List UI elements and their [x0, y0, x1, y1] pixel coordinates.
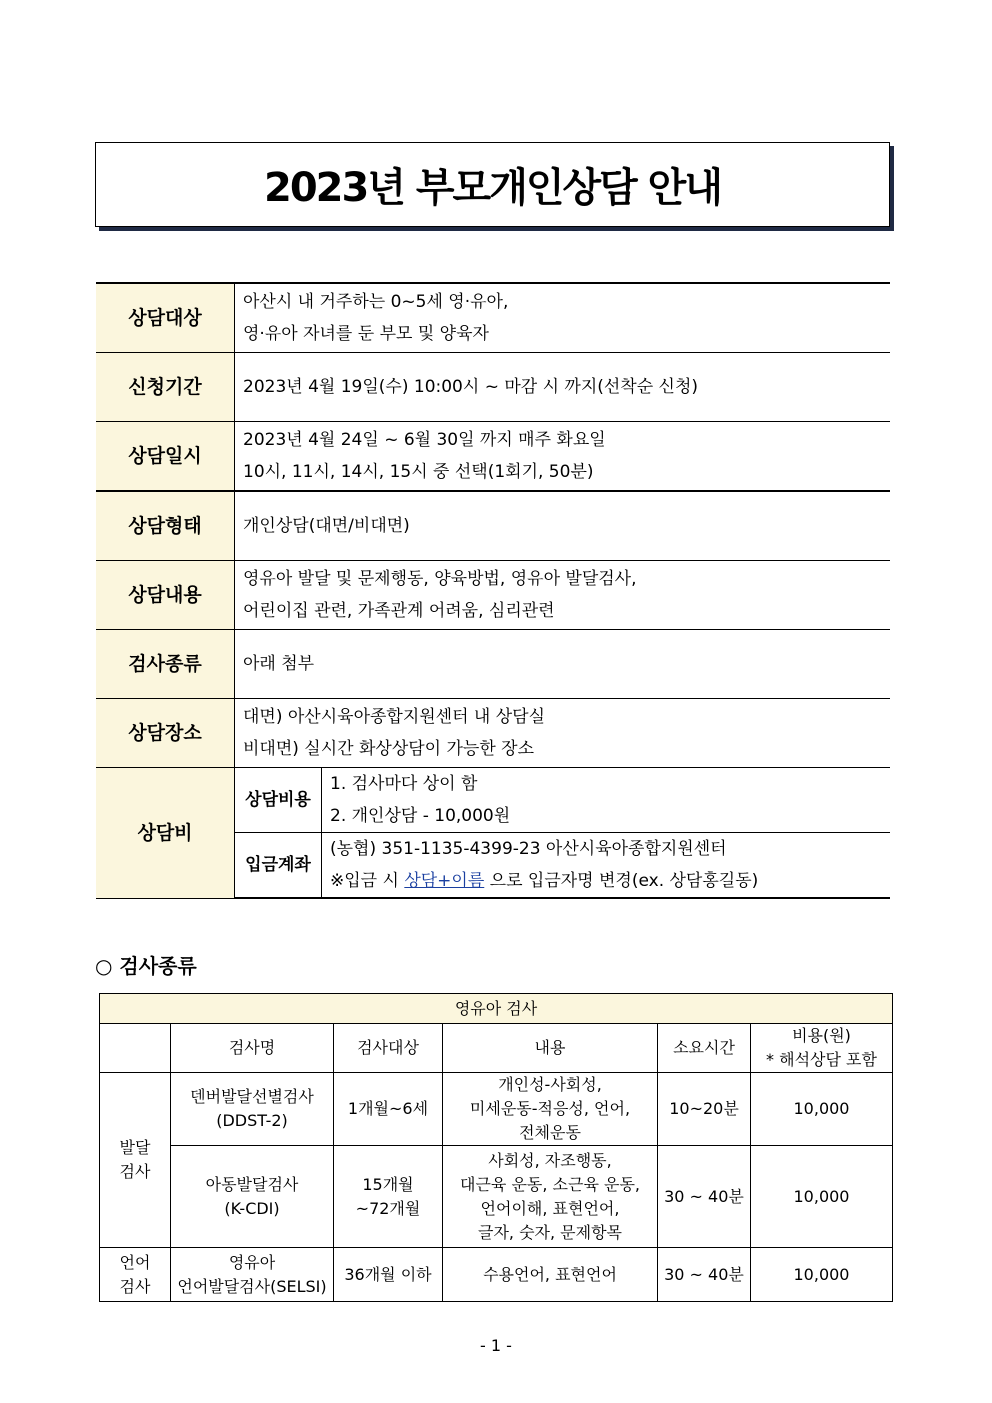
table-header: 비용(원): [792, 1026, 851, 1045]
page-title: 2023년 부모개인상담 안내: [264, 165, 721, 211]
info-value: 개인상담(대면/비대면): [235, 491, 891, 561]
info-label: 상담장소: [96, 699, 235, 768]
test-time: 30 ~ 40분: [658, 1146, 751, 1248]
test-target: 15개월: [362, 1174, 414, 1194]
tests-table: [99, 993, 893, 1302]
test-name: (DDST-2): [216, 1111, 288, 1130]
table-row: [100, 1248, 893, 1302]
account-name-link: 상담+이름: [404, 871, 485, 891]
info-value: 2023년 4월 19일(수) 10:00시 ~ 마감 시 까지(선착순 신청): [235, 353, 891, 422]
info-value: [330, 865, 890, 897]
info-label: 상담비: [96, 768, 235, 899]
info-value: 어린이집 관련, 가족관계 어려움, 심리관련: [243, 601, 555, 621]
page-number: - 1 -: [480, 1336, 512, 1355]
info-value: 비대면) 실시간 화상상담이 가능한 장소: [243, 739, 534, 759]
account-note: ※입금 시: [330, 871, 405, 891]
info-label: 상담대상: [96, 283, 235, 353]
test-content: 미세운동-적응성, 언어,: [469, 1099, 631, 1118]
test-content: 수용언어, 표현언어: [443, 1248, 658, 1302]
table-header: 소요시간: [658, 1024, 751, 1073]
test-cost: 10,000: [751, 1146, 893, 1248]
table-caption: 영유아 검사: [100, 994, 893, 1024]
test-name: 아동발달검사: [205, 1174, 299, 1194]
info-value: (농협) 351-1135-4399-23 아산시육아종합지원센터: [330, 839, 727, 859]
info-row-cost: [96, 768, 890, 833]
test-cost: 10,000: [751, 1073, 893, 1146]
title-box: [95, 142, 890, 227]
info-sublabel: 상담비용: [235, 768, 322, 833]
info-row-test: [96, 630, 890, 699]
info-label: 상담내용: [96, 561, 235, 630]
group-label: 발달: [119, 1138, 151, 1157]
info-value: 2023년 4월 24일 ~ 6월 30일 까지 매주 화요일: [243, 430, 606, 450]
account-note: 으로 입금자명 변경(ex. 상담홍길동): [484, 871, 759, 891]
info-row-date: [96, 422, 890, 492]
info-label: 상담일시: [96, 422, 235, 492]
test-content: 전체운동: [519, 1123, 581, 1142]
info-sublabel: 입금계좌: [235, 833, 322, 899]
test-name: 영유아: [228, 1252, 276, 1272]
test-name: 언어발달검사(SELSI): [177, 1276, 327, 1296]
info-row-content: [96, 561, 890, 630]
test-content: 글자, 숫자, 문제항목: [478, 1222, 622, 1242]
info-value: 대면) 아산시육아종합지원센터 내 상담실: [243, 707, 546, 727]
section-title: ○ 검사종류: [95, 954, 197, 978]
group-label: 언어: [119, 1252, 151, 1272]
info-table: [96, 282, 890, 899]
info-row-apply: [96, 353, 890, 422]
test-target: ~72개월: [355, 1198, 421, 1218]
info-value: 영·유아 자녀를 둔 부모 및 양육자: [243, 324, 489, 344]
table-header: 검사대상: [334, 1024, 443, 1073]
table-row: [100, 994, 893, 1024]
info-value: 10시, 11시, 14시, 15시 중 선택(1회기, 50분): [243, 462, 594, 482]
table-row: [100, 1024, 893, 1073]
test-name: 덴버발달선별검사: [190, 1087, 314, 1106]
info-value: 영유아 발달 및 문제행동, 양육방법, 영유아 발달검사,: [243, 569, 637, 589]
test-time: 10~20분: [658, 1073, 751, 1146]
test-content: 사회성, 자조행동,: [488, 1150, 612, 1170]
test-time: 30 ~ 40분: [658, 1248, 751, 1302]
test-content: 대근육 운동, 소근육 운동,: [460, 1174, 640, 1194]
table-header: 검사명: [171, 1024, 334, 1073]
table-row: [100, 1073, 893, 1146]
table-header: * 해석상담 포함: [766, 1050, 877, 1069]
table-header: 내용: [443, 1024, 658, 1073]
test-name: (K-CDI): [224, 1198, 280, 1218]
info-label: 신청기간: [96, 353, 235, 422]
test-content: 언어이해, 표현언어,: [480, 1198, 620, 1218]
info-value: 1. 검사마다 상이 함: [330, 774, 478, 794]
test-target: 36개월 이하: [334, 1248, 443, 1302]
info-label: 검사종류: [96, 630, 235, 699]
info-value: 아래 첨부: [235, 630, 891, 699]
info-value: 아산시 내 거주하는 0~5세 영·유아,: [243, 292, 509, 312]
info-row-place: [96, 699, 890, 768]
test-target: 1개월~6세: [334, 1073, 443, 1146]
test-content: 개인성-사회성,: [498, 1075, 602, 1094]
group-label: 검사: [119, 1276, 151, 1296]
info-value: 2. 개인상담 - 10,000원: [330, 806, 511, 826]
group-label: 검사: [119, 1162, 151, 1181]
info-row-target: [96, 283, 890, 353]
info-label: 상담형태: [96, 491, 235, 561]
info-row-type: [96, 491, 890, 561]
table-row: [100, 1146, 893, 1248]
test-cost: 10,000: [751, 1248, 893, 1302]
